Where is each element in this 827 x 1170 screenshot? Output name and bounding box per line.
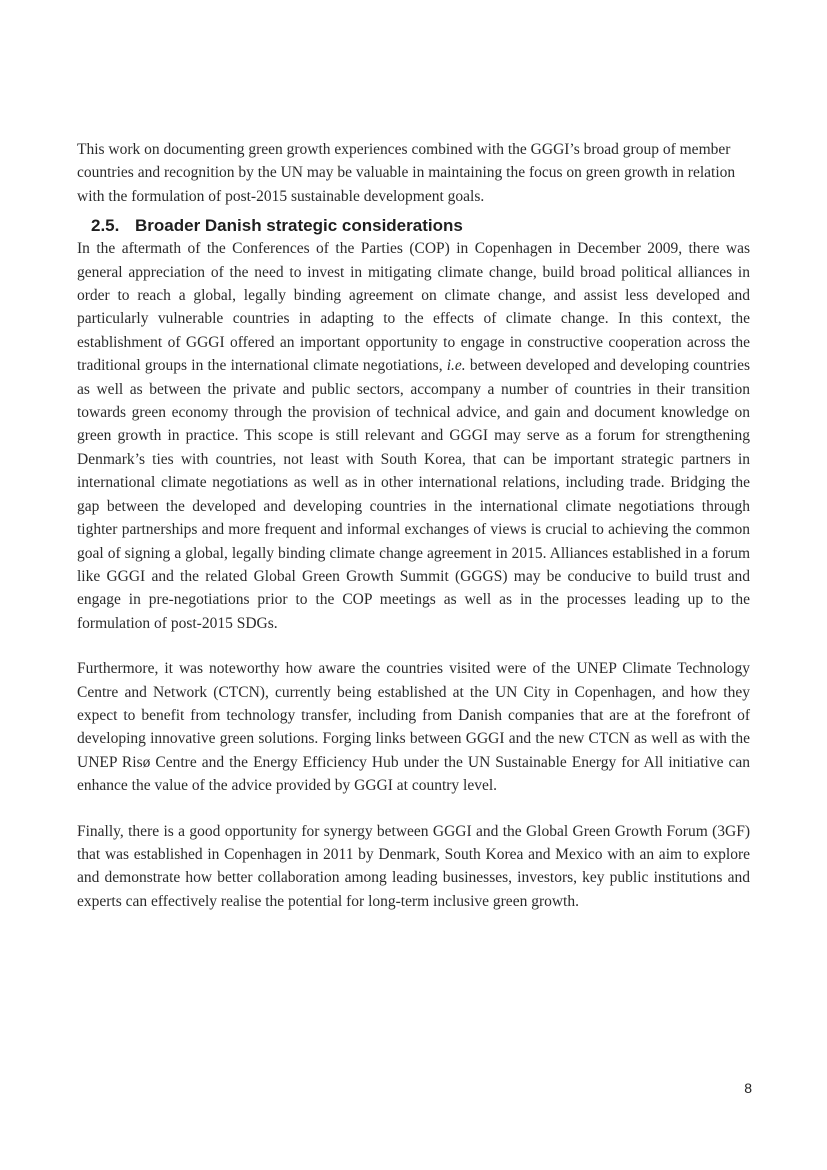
page-number: 8 (744, 1080, 752, 1096)
page-content (77, 138, 750, 913)
paragraph-1-italic-ie: i.e. (446, 357, 466, 375)
section-number: 2.5. (91, 216, 120, 236)
section-title: Broader Danish strategic considerations (135, 216, 463, 236)
body-paragraph-1 (77, 237, 750, 635)
paragraph-1-text-a: In the aftermath of the Conferences of the Parties (COP) in Copenhagen in December 2009, there was general appreciation of the need to invest in mitigating climate change, build broad political alliances in order to reach a global, legally binding agreement on climate change, and assist less developed and particularly vulnerable countries in adapting to the effects of climate change. In this context, the establishment of GGGI offered an important opportunity to engage in constructive cooperation across the traditional groups in the international climate negotiations, (77, 240, 750, 375)
body-paragraph-2: Furthermore, it was noteworthy how aware the countries visited were of the UNEP Climate Technology Centre and Network (CTCN), currently being established at the UN City in Copenhagen, and how they expect to benefit from technology transfer, including from Danish companies that are at the forefront of developing innovative green solutions. Forging links between GGGI and the new CTCN as well as with the UNEP Risø Centre and the Energy Efficiency Hub under the UN Sustainable Energy for All initiative can enhance the value of the advice provided by GGGI at country level. (77, 660, 750, 795)
body-paragraph-3: Finally, there is a good opportunity for synergy between GGGI and the Global Green Growth Forum (3GF) that was established in Copenhagen in 2011 by Denmark, South Korea and Mexico with an aim to explore and demonstrate how better collaboration among leading businesses, investors, key public institutions and experts can effectively realise the potential for long-term inclusive green growth. (77, 822, 750, 910)
paragraph-1-text-b: between developed and developing countries as well as between the private and public sectors, accompany a number of countries in their transition towards green economy through the provision of technical advice, and gain and document knowledge on green growth in practice. This scope is still relevant and GGGI may serve as a forum for strengthening Denmark’s ties with countries, not least with South Korea, that can be important strategic partners in international climate negotiations as well as in other international relations, including trade. Bridging the gap between the developed and developing countries in the international climate negotiations through tighter partnerships and more frequent and informal exchanges of views is crucial to achieving the common goal of signing a global, legally binding climate change agreement in 2015. Alliances established in a forum like GGGI and the related Global Green Growth Summit (GGGS) may be conducive to build trust and engage in pre-negotiations prior to the COP meetings as well as in the processes leading up to the formulation of post-2015 SDGs. (77, 357, 750, 632)
intro-paragraph: This work on documenting green growth experiences combined with the GGGI’s broad group of member countries and recognition by the UN may be valuable in maintaining the focus on green growth in relation with the formulation of post-2015 sustainable development goals. (77, 141, 736, 205)
section-heading (77, 215, 750, 237)
